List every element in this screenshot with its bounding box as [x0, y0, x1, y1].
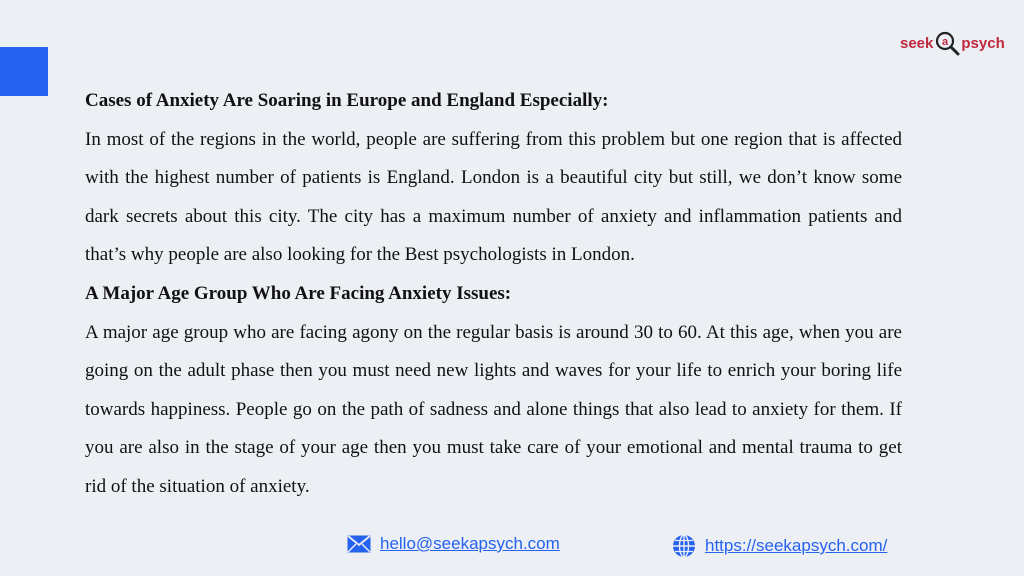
brand-logo — [900, 30, 1005, 56]
website-link[interactable] — [672, 534, 887, 558]
globe-icon — [672, 534, 696, 558]
website-text: https://seekapsych.com/ — [705, 536, 888, 555]
logo-text-right: psych — [961, 34, 1005, 52]
article-content — [85, 82, 902, 507]
accent-block — [0, 47, 48, 96]
section-heading: A Major Age Group Who Are Facing Anxiety Issues: — [85, 282, 512, 304]
mail-icon — [347, 535, 371, 553]
magnifier-logo-icon — [934, 30, 960, 56]
logo-text-left: seek — [900, 34, 934, 52]
email-link[interactable] — [347, 534, 560, 554]
section-heading: Cases of Anxiety Are Soaring in Europe and England Especially: — [85, 90, 609, 111]
section-body: In most of the regions in the world, people are suffering from this problem but one region that is affected with the highest number of patients is England. London is a beautiful city but still, we don’t know some dark secrets about this city. The city has a maximum number of anxiety and inflammation patients and that’s why people are also looking for the Best psychologists in London. — [85, 128, 902, 266]
email-text: hello@seekapsych.com — [380, 534, 560, 553]
svg-text:a: a — [942, 36, 949, 48]
section-body: A major age group who are facing agony on the regular basis is around 30 to 60. At this age, when you are going on the adult phase then you must need new lights and waves for your life to enrich your boring life towards happiness. People go on the path of sadness and alone things that also lead to anxiety for them. If you are also in the stage of your age then you must take care of your emotional and mental trauma to get rid of the situation of anxiety. — [85, 321, 902, 497]
